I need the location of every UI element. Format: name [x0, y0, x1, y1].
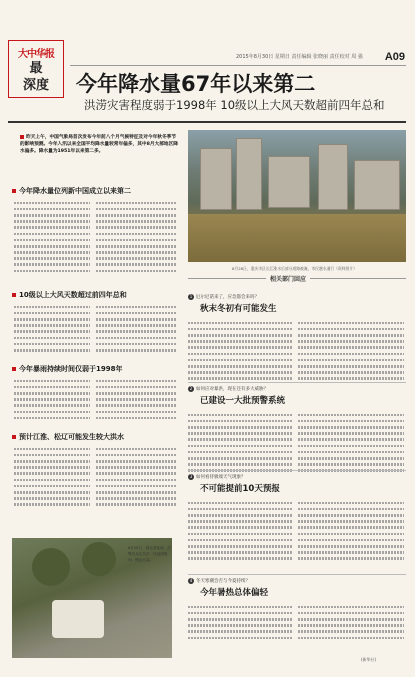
- qa-answer-1: 秋末冬初有可能发生: [200, 304, 277, 314]
- soldier-helmet: [32, 548, 70, 586]
- divider: [188, 470, 406, 471]
- flood-water: [188, 214, 406, 262]
- sandbag: [52, 600, 104, 638]
- bullet-icon: [12, 189, 16, 193]
- article-body: [298, 410, 404, 475]
- headline: 今年降水量67年以来第二: [76, 72, 316, 96]
- building-shape: [236, 138, 262, 210]
- qa-answer-3: 不可能提前10天预报: [200, 484, 280, 494]
- date-bar: 2015年8月30日 星期日 责任编辑 张晓丽 责任校对 周 强: [236, 54, 363, 60]
- article-body: [188, 498, 292, 563]
- article-body: [14, 198, 90, 276]
- article-body: [96, 376, 176, 423]
- section-label-bottom: 深度: [22, 78, 49, 93]
- qa-question-3: 3 如何看待极端天气现象？: [189, 474, 246, 480]
- article-body: [298, 498, 404, 563]
- soldier-helmet: [82, 542, 116, 576]
- subheadline: 洪涝灾害程度弱于1998年 10级以上大风天数超前四年总和: [84, 98, 385, 112]
- divider: [188, 574, 406, 575]
- reporter-credit: (新华社): [361, 657, 377, 662]
- bullet-icon: [12, 293, 16, 297]
- section-heading-4: 预计江淮、松辽可能发生较大洪水: [12, 432, 124, 442]
- building-shape: [318, 144, 348, 210]
- article-body: [188, 602, 292, 643]
- top-rule: [70, 65, 406, 66]
- headline-rule: [8, 121, 406, 123]
- article-body: [96, 198, 176, 276]
- photo2-caption: 8月28日，湖北省某地，武警官兵在抗洪一线加固堤坝，搬运沙袋。: [128, 546, 171, 562]
- related-header: 相关部门回应: [188, 278, 406, 289]
- qa-answer-2: 已建设一大批预警系统: [200, 396, 286, 406]
- building-shape: [200, 148, 232, 210]
- section-heading-1: 今年降水量位列新中国成立以来第二: [12, 186, 131, 196]
- article-body: [188, 318, 292, 383]
- qa-answer-4: 今年暑热总体偏轻: [200, 588, 269, 598]
- article-body: [96, 302, 176, 355]
- photo1-caption: 8月28日，重庆市区长江涨水后部分道路被淹，市民趟水通行（资料图片）: [232, 266, 357, 271]
- article-body: [188, 410, 292, 475]
- building-shape: [268, 156, 310, 208]
- lead-paragraph: 昨天上午，中国气象局首次发布今年前八个月气候特征及对今年秋冬季节的影响预测。今年入汛以来全国平均降水量较常年偏多，其中8月大部地区降水偏多。降水量为1951年以来第二多。: [20, 135, 178, 154]
- section-masthead: [8, 40, 64, 98]
- building-shape: [354, 160, 400, 210]
- article-body: [14, 444, 90, 509]
- flood-photo: [188, 130, 406, 262]
- bullet-icon: [12, 435, 16, 439]
- article-body: [298, 318, 404, 383]
- bullet-icon: [12, 367, 16, 371]
- section-label-top: 最: [29, 61, 43, 76]
- paper-name: 大中华报: [18, 49, 54, 60]
- article-body: [96, 444, 176, 509]
- qa-question-1: 1 厄尔尼诺来了，应急都会来吗？: [189, 294, 259, 300]
- section-heading-2: 10级以上大风天数超过前四年总和: [12, 290, 127, 300]
- article-body: [14, 376, 90, 423]
- section-heading-3: 今年暴雨持续时间仅弱于1998年: [12, 364, 122, 374]
- lead-marker-icon: [20, 135, 24, 139]
- article-body: [14, 302, 90, 355]
- article-body: [298, 602, 404, 643]
- page-number: A09: [384, 51, 405, 63]
- divider: [188, 382, 406, 383]
- qa-question-4: 4 冬天寒潮会否与今夏持续？: [189, 578, 250, 584]
- qa-question-2: 2 如何应对暴洪，现在还有多大威胁？: [189, 386, 268, 392]
